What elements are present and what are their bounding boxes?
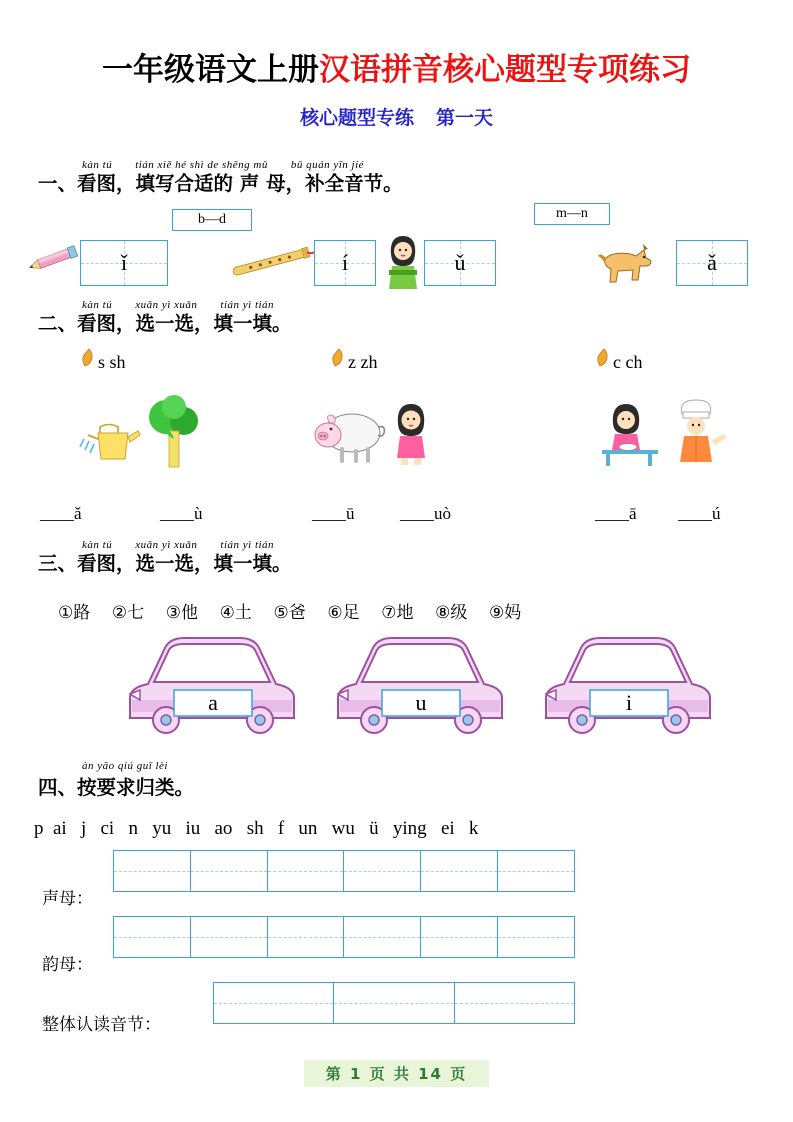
letter-10[interactable]: f [277,818,285,839]
section-3-pinyin: kàn tú xuǎn yì xuǎn tián yì tián [82,539,275,551]
letter-7[interactable]: iu [185,818,201,839]
letter-5[interactable]: n [128,818,138,839]
bullet-icon-1 [80,347,98,369]
letter-13[interactable]: ü [369,818,379,839]
page-footer [0,1060,793,1087]
girl-icon [382,232,424,290]
grid-cell[interactable] [114,917,191,957]
answer-box-3[interactable] [424,240,496,286]
grid-cell[interactable] [421,851,498,891]
section-4-heading: 四、按要求归类。 [38,776,195,799]
blank-answer-6[interactable]: ____ú [678,504,721,523]
choice-option-1[interactable]: s sh [98,352,126,372]
word-choice-6[interactable]: ⑥足 [327,603,360,623]
letter-9[interactable]: sh [246,818,264,839]
word-choice-7[interactable]: ⑦地 [381,603,414,623]
page-title [0,44,793,89]
letter-8[interactable]: ao [214,818,233,839]
grid-cell[interactable] [344,851,421,891]
choice-option-3[interactable]: c ch [613,352,643,372]
word-choice-8[interactable]: ⑧级 [435,603,468,623]
word-choice-2[interactable]: ②七 [111,603,145,623]
section-2-heading: 二、看图，选一选，填一填。 [38,312,292,335]
svg-text:a: a [208,690,218,715]
svg-text:u: u [415,690,427,715]
letter-4[interactable]: ci [100,818,115,839]
answer-grid-zhengti[interactable] [213,982,575,1024]
blank-answer-5[interactable]: ____ā [595,504,637,523]
row-label-yunmu: 韵母： [42,955,93,975]
hint-box-mn: m—n [534,203,610,225]
page-title-black: 一年级语文上册 [102,52,319,88]
blank-answer-2[interactable]: ____ù [160,504,203,523]
word-choice-list [58,598,521,623]
bullet-icon-3 [595,347,613,369]
grid-cell[interactable] [334,983,454,1023]
grid-cell[interactable] [268,851,345,891]
blank-answer-1[interactable]: ____ǎ [40,504,82,523]
page-number: 第 1 页 共 14 页 [304,1060,489,1087]
grid-cell[interactable] [191,851,268,891]
blank-answer-4[interactable]: ____uò [400,504,451,523]
letter-16[interactable]: k [468,818,479,839]
page-subtitle [0,103,793,130]
letter-2[interactable]: ai [53,818,67,839]
word-choice-1[interactable]: ①路 [58,603,91,623]
section-2-pinyin: kàn tú xuǎn yì xuǎn tián yì tián [82,299,275,311]
svg-text:i: i [625,690,633,715]
answer-box-4-letter: ǎ [707,250,717,275]
grid-cell[interactable] [498,851,574,891]
pig-icon [312,405,390,465]
grid-cell[interactable] [344,917,421,957]
letter-3[interactable]: j [80,818,87,839]
girl-eating-icon [596,400,662,466]
flute-icon [226,240,316,284]
choice-option-2[interactable]: z zh [348,352,378,372]
answer-box-1[interactable] [80,240,168,286]
row-label-shengmu: 声母： [42,889,93,909]
car-icon-3 [528,628,728,750]
answer-box-4[interactable] [676,240,748,286]
word-choice-4[interactable]: ④土 [219,603,252,623]
tree-icon [138,395,210,471]
horse-icon [594,240,656,288]
letter-bank [34,818,478,840]
letter-14[interactable]: ying [392,818,427,839]
chef-icon [666,396,728,466]
grid-cell[interactable] [114,851,191,891]
section-1-pinyin: kàn tú tián xiě hé shì de shēng mǔ bǔ quán yīn jié [82,159,365,171]
word-choice-5[interactable]: ⑤爸 [273,603,306,623]
page-title-red: 汉语拼音核心题型专项练习 [319,52,691,88]
watering-can-icon [76,405,142,467]
grid-cell[interactable] [421,917,498,957]
bullet-icon-2 [330,347,348,369]
car-icon-1 [112,628,312,750]
answer-grid-shengmu[interactable] [113,850,575,892]
subtitle-right: 第一天 [436,107,494,129]
pencil-icon [25,240,85,282]
answer-box-1-letter: ǐ [120,250,128,275]
letter-12[interactable]: wu [331,818,355,839]
grid-cell[interactable] [498,917,574,957]
grid-cell[interactable] [455,983,574,1023]
word-choice-9[interactable]: ⑨妈 [489,603,522,623]
word-choice-3[interactable]: ③他 [165,603,198,623]
row-label-zhengti: 整体认读音节： [42,1015,161,1035]
letter-15[interactable]: ei [440,818,455,839]
answer-box-2-letter: í [341,250,349,275]
grid-cell[interactable] [268,917,345,957]
section-3-heading: 三、看图，选一选，填一填。 [38,552,292,575]
letter-11[interactable]: un [298,818,318,839]
letter-1[interactable]: p [34,818,44,839]
letter-6[interactable]: yu [152,818,172,839]
section-1-heading: 一、看图，填写合适的 声 母，补全音节。 [38,172,403,195]
answer-grid-yunmu[interactable] [113,916,575,958]
grid-cell[interactable] [191,917,268,957]
answer-box-3-letter: ǔ [454,250,466,275]
girl-icon-2 [388,400,434,466]
subtitle-left: 核心题型专练 [299,107,414,129]
grid-cell[interactable] [214,983,334,1023]
hint-box-bd: b—d [172,209,252,231]
answer-box-2[interactable] [314,240,376,286]
section-4-pinyin: àn yāo qiú guī lèi [82,760,168,772]
blank-answer-3[interactable]: ____ū [312,504,355,523]
car-icon-2 [320,628,520,750]
